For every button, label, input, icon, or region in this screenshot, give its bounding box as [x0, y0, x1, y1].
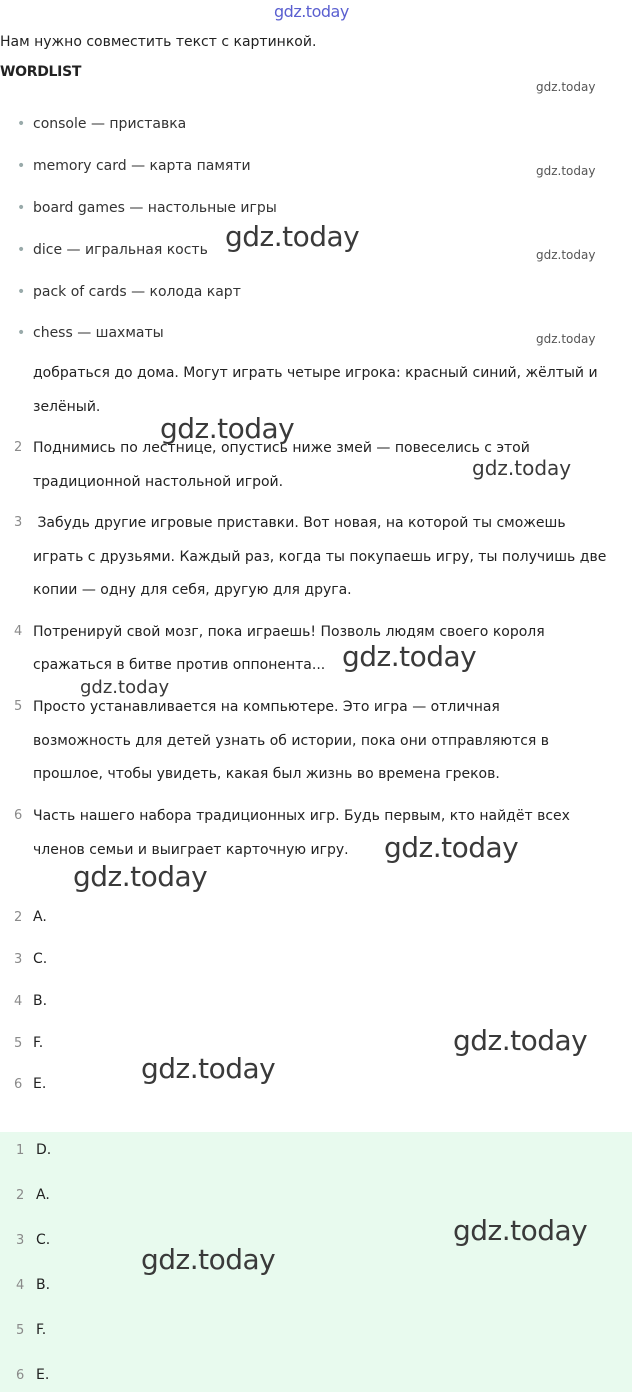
paragraph-line: Часть нашего набора традиционных игр. Будь первым, кто найдёт всех — [33, 808, 570, 824]
watermark: gdz.today — [536, 332, 596, 346]
wordlist-item: • dice — игральная кость — [17, 242, 208, 258]
paragraph-line: Забудь другие игровые приставки. Вот новая, на которой ты сможешь — [33, 515, 566, 531]
watermark: gdz.today — [160, 412, 295, 445]
wordlist-item: • board games — настольные игры — [17, 200, 277, 216]
paragraph-number: 2 — [14, 440, 23, 455]
answer-number: 2 — [16, 1188, 25, 1203]
answer-box — [0, 1132, 632, 1392]
answer-number: 3 — [14, 952, 23, 967]
watermark: gdz.today — [80, 677, 170, 698]
watermark: gdz.today — [536, 164, 596, 178]
bullet-icon: • — [17, 116, 26, 132]
answer-number: 6 — [16, 1368, 25, 1383]
wordlist-title: WORDLIST — [0, 64, 82, 80]
paragraph-line: традиционной настольной игрой. — [33, 474, 284, 490]
paragraph-line: играть с друзьями. Каждый раз, когда ты покупаешь игру, ты получишь две — [33, 549, 607, 565]
watermark: gdz.today — [536, 80, 596, 94]
answer-letter: B. — [33, 993, 48, 1009]
paragraph-line: сражаться в битве против оппонента... — [33, 657, 326, 673]
paragraph-line: Потренируй свой мозг, пока играешь! Позволь людям своего короля — [33, 624, 545, 640]
watermark: gdz.today — [453, 1024, 588, 1057]
watermark: gdz.today — [141, 1243, 276, 1276]
wordlist-item: • memory card — карта памяти — [17, 158, 251, 174]
watermark: gdz.today — [536, 248, 596, 262]
paragraph-number: 4 — [14, 624, 23, 639]
watermark: gdz.today — [225, 220, 360, 253]
wordlist-item: • chess — шахматы — [17, 325, 164, 341]
answer-letter: F. — [36, 1322, 47, 1338]
bullet-icon: • — [17, 200, 26, 216]
bullet-icon: • — [17, 284, 26, 300]
answer-letter: C. — [33, 951, 48, 967]
wordlist-item: • console — приставка — [17, 116, 187, 132]
watermark: gdz.today — [453, 1214, 588, 1247]
answer-number: 3 — [16, 1233, 25, 1248]
intro-text: Нам нужно совместить текст с картинкой. — [0, 34, 317, 50]
answer-number: 6 — [14, 1077, 23, 1092]
wordlist-item: • pack of cards — колода карт — [17, 284, 241, 300]
watermark: gdz.today — [342, 640, 477, 673]
watermark: gdz.today — [141, 1052, 276, 1085]
paragraph-1-line: зелёный. — [33, 399, 101, 415]
answer-letter: F. — [33, 1035, 44, 1051]
answer-letter: A. — [36, 1187, 50, 1203]
paragraph-line: Просто устанавливается на компьютере. Это игра — отличная — [33, 699, 500, 715]
paragraph-line: возможность для детей узнать об истории, пока они отправляются в — [33, 733, 550, 749]
watermark: gdz.today — [384, 831, 519, 864]
answer-number: 1 — [16, 1143, 25, 1158]
bullet-icon: • — [17, 158, 26, 174]
paragraph-line: членов семьи и выиграет карточную игру. — [33, 842, 349, 858]
answer-number: 5 — [16, 1323, 25, 1338]
answer-number: 4 — [16, 1278, 25, 1293]
paragraph-number: 6 — [14, 808, 23, 823]
answer-number: 4 — [14, 994, 23, 1009]
paragraph-line: прошлое, чтобы увидеть, какая был жизнь во времена греков. — [33, 766, 500, 782]
paragraph-1-line: добраться до дома. Могут играть четыре игрока: красный синий, жёлтый и — [33, 365, 598, 381]
answer-letter: D. — [36, 1142, 52, 1158]
answer-letter: E. — [33, 1076, 47, 1092]
bullet-icon: • — [17, 325, 26, 341]
bullet-icon: • — [17, 242, 26, 258]
watermark: gdz.today — [472, 456, 572, 480]
answer-letter: A. — [33, 909, 47, 925]
answer-letter: C. — [36, 1232, 51, 1248]
answer-number: 2 — [14, 910, 23, 925]
paragraph-line: Поднимись по лестнице, опустись ниже змей — повеселись с этой — [33, 440, 530, 456]
answer-letter: B. — [36, 1277, 51, 1293]
answer-number: 5 — [14, 1036, 23, 1051]
answer-letter: E. — [36, 1367, 50, 1383]
paragraph-line: копии — одну для себя, другую для друга. — [33, 582, 352, 598]
site-logo[interactable]: gdz.today — [274, 2, 349, 21]
paragraph-number: 5 — [14, 699, 23, 714]
watermark: gdz.today — [73, 860, 208, 893]
paragraph-number: 3 — [14, 515, 23, 530]
